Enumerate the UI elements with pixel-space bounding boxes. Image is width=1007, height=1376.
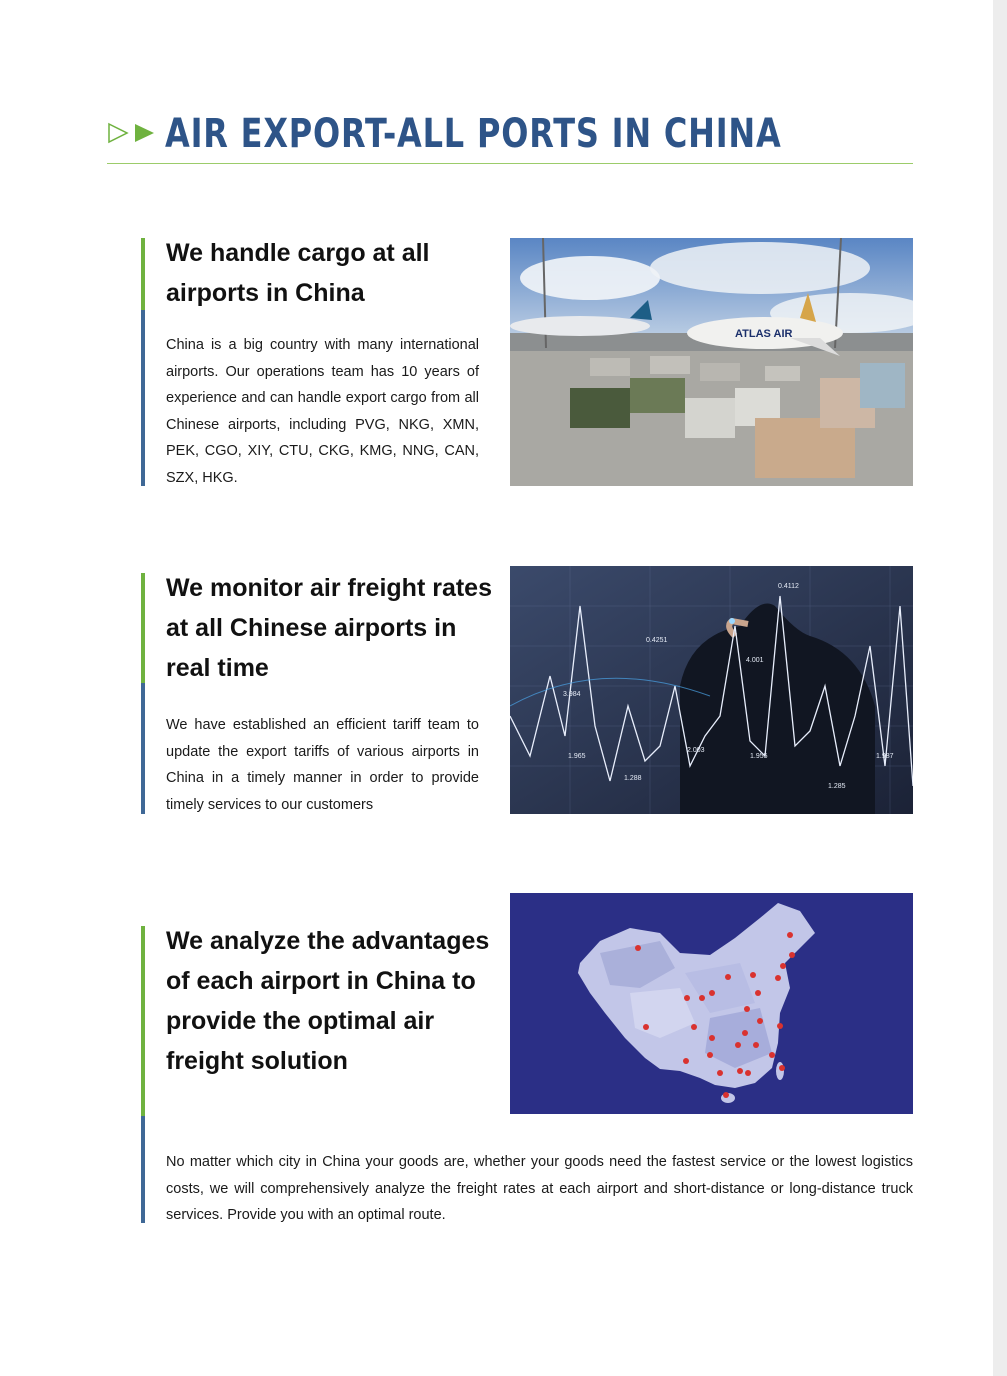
- chart-label: 1.288: [624, 775, 642, 782]
- chart-label: 2.003: [687, 747, 705, 754]
- chart-label: 1.987: [876, 753, 894, 760]
- section-heading: We handle cargo at all airports in China: [166, 239, 430, 307]
- chart-label: 0.4251: [646, 637, 668, 644]
- chart-label: 1.285: [828, 783, 846, 790]
- section-body: China is a big country with many international airports. Our operations team has 10 years of experience and can handle export cargo from all Chinese airports, including PVG, NKG, XMN, PEK, CGO, XIY, CTU, CKG, KMG, NNG, CAN, SZX, HKG.: [166, 337, 479, 486]
- accent-bar-blue: [141, 1116, 145, 1223]
- section-heading: We monitor air freight rates at all Chinese airports in real time: [166, 574, 492, 682]
- chart-label: 0.4112: [778, 583, 799, 590]
- page-title: AIR EXPORT-ALL PORTS IN CHINA: [165, 111, 782, 157]
- accent-bar-green: [141, 573, 145, 683]
- section-heading: We analyze the advantages of each airport in China to provide the optimal air freight solution: [166, 927, 490, 1075]
- chart-label: 1.965: [568, 753, 586, 760]
- china-airport-map: [510, 893, 913, 1114]
- accent-bar-blue: [141, 683, 145, 814]
- atlas-logo: ATLAS AIR: [735, 328, 793, 340]
- chart-label: 4.001: [746, 657, 764, 664]
- section-body: No matter which city in China your goods are, whether your goods need the fastest service or the lowest logistics costs, we will comprehensively analyze the freight rates at each airport and short-distance or long-distance truck services. Provide you with an optimal route.: [166, 1154, 913, 1224]
- double-arrow-icon: [107, 122, 159, 144]
- chart-label: 3.984: [563, 691, 581, 698]
- section-body: We have established an efficient tariff team to update the export tariffs of various airports in China in a timely manner in order to provide timely services to our customers: [166, 717, 479, 813]
- rate-monitor-image: [510, 566, 913, 814]
- airport-cargo-photo: [510, 238, 913, 486]
- chart-label: 1.955: [750, 753, 768, 760]
- accent-bar-green: [141, 926, 145, 1116]
- accent-bar-blue: [141, 310, 145, 486]
- header-divider: [107, 163, 913, 164]
- page-header: [107, 108, 913, 166]
- accent-bar-green: [141, 238, 145, 310]
- page-edge-strip: [993, 0, 1007, 1376]
